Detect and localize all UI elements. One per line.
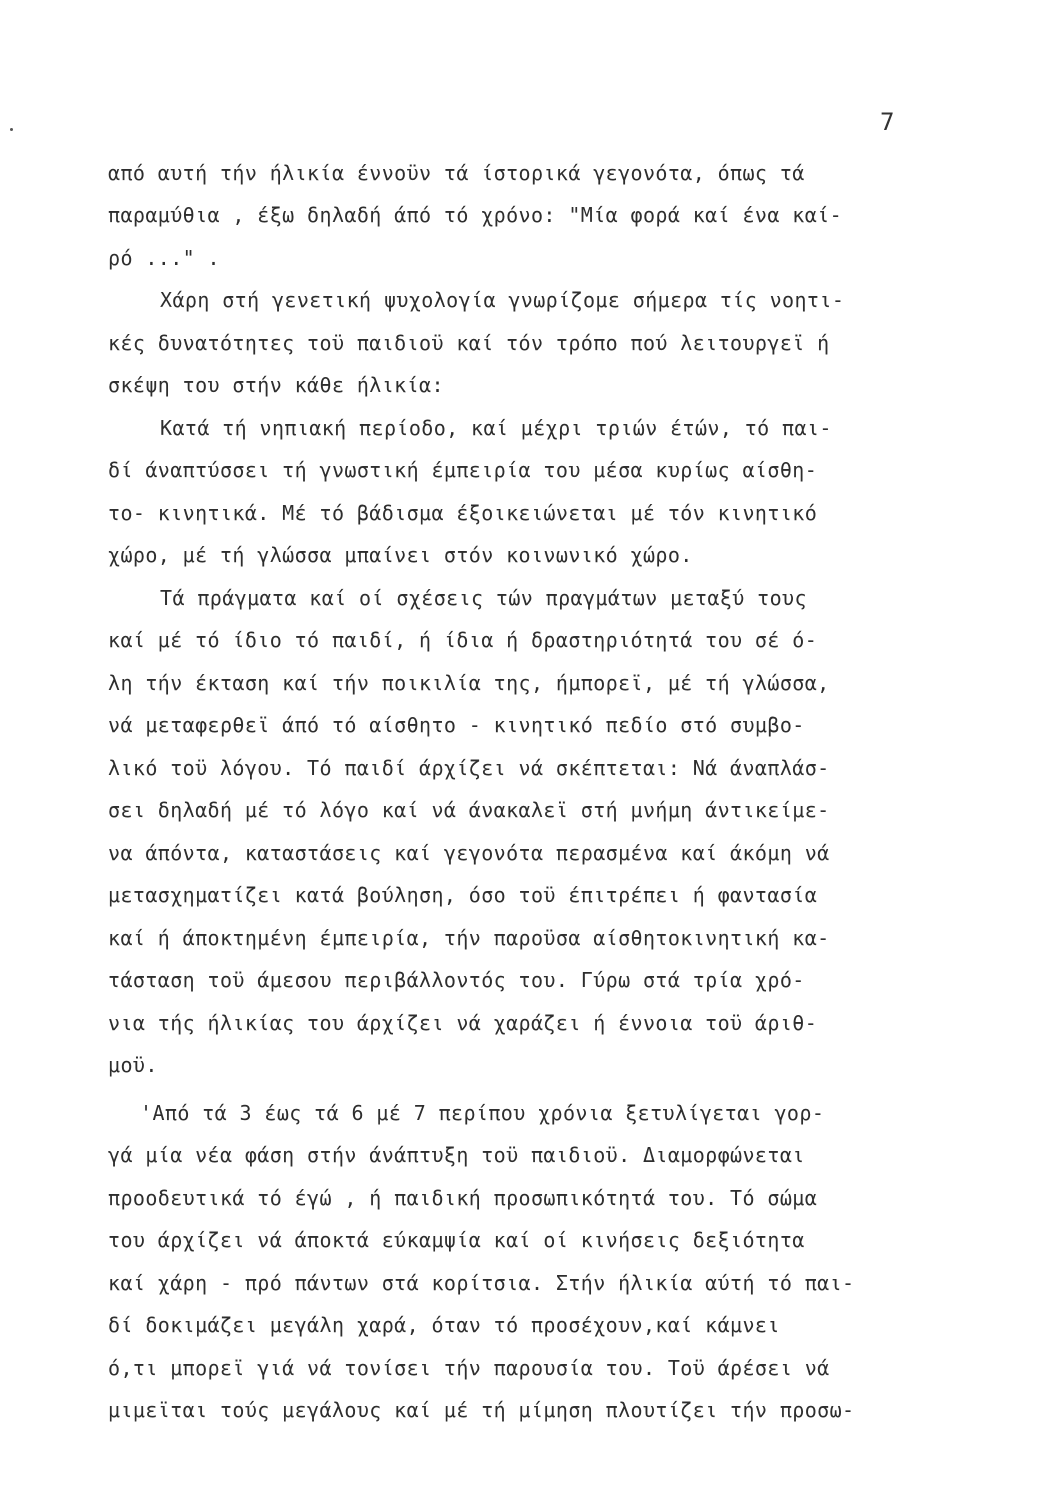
text-line: να άπόντα, καταστάσεις καί γεγονότα περασμένα καί άκόμη νά (108, 841, 830, 865)
text-line: τάσταση τοϋ άμεσου περιβάλλοντός του. Γύρω στά τρία χρό- (108, 968, 805, 992)
text-line: νια τής ήλικίας του άρχίζει νά χαράζει ή έννοια τοϋ άριθ- (108, 1011, 818, 1035)
text-line: παραμύθια , έξω δηλαδή άπό τό χρόνο: "Μία φορά καί ένα καί- (108, 203, 843, 227)
text-line: γά μία νέα φάση στήν άνάπτυξη τοϋ παιδιοϋ. Διαμορφώνεται (108, 1143, 805, 1167)
text-line: Χάρη στή γενετική ψυχολογία γνωρίζομε σήμερα τίς νοητι- (160, 288, 845, 312)
text-line: δί δοκιμάζει μεγάλη χαρά, όταν τό προσέχουν,καί κάμνει (108, 1313, 780, 1337)
text-line: το- κινητικά. Μέ τό βάδισμα έξοικειώνεται μέ τόν κινητικό (108, 501, 818, 525)
text-line: μοϋ. (108, 1053, 158, 1077)
text-line: του άρχίζει νά άποκτά εύκαμψία καί οί κινήσεις δεξιότητα (108, 1228, 805, 1252)
text-line: μετασχηματίζει κατά βούληση, όσο τοϋ έπιτρέπει ή φαντασία (108, 883, 818, 907)
text-line: λικό τοϋ λόγου. Τό παιδί άρχίζει νά σκέπτεται: Νά άναπλάσ- (108, 756, 830, 780)
text-line: 'Από τά 3 έως τά 6 μέ 7 περίπου χρόνια ξετυλίγεται γορ- (140, 1101, 825, 1125)
text-line: χώρο, μέ τή γλώσσα μπαίνει στόν κοινωνικό χώρο. (108, 543, 693, 567)
text-line: καί χάρη - πρό πάντων στά κορίτσια. Στήν ήλικία αύτή τό παι- (108, 1271, 855, 1295)
text-line: κές δυνατότητες τοϋ παιδιοϋ καί τόν τρόπο πού λειτουργεϊ ή (108, 331, 830, 355)
text-line: μιμεϊται τούς μεγάλους καί μέ τή μίμηση πλουτίζει τήν προσω- (108, 1398, 855, 1422)
margin-mark (10, 128, 13, 131)
text-line: Κατά τή νηπιακή περίοδο, καί μέχρι τριών έτών, τό παι- (160, 416, 832, 440)
page-number: 7 (880, 108, 895, 136)
text-line: λη τήν έκταση καί τήν ποικιλία της, ήμπορεϊ, μέ τή γλώσσα, (108, 671, 830, 695)
text-line: σει δηλαδή μέ τό λόγο καί νά άνακαλεϊ στή μνήμη άντικείμε- (108, 798, 830, 822)
text-line: σκέψη του στήν κάθε ήλικία: (108, 373, 444, 397)
text-line: Τά πράγματα καί οί σχέσεις τών πραγμάτων μεταξύ τους (160, 586, 807, 610)
text-line: ό,τι μπορεϊ γιά νά τονίσει τήν παρουσία του. Τοϋ άρέσει νά (108, 1356, 830, 1380)
text-line: από αυτή τήν ήλικία έννοϋν τά ίστορικά γεγονότα, όπως τά (108, 161, 805, 185)
text-line: καί μέ τό ίδιο τό παιδί, ή ίδια ή δραστηριότητά του σέ ό- (108, 628, 818, 652)
text-line: νά μεταφερθεϊ άπό τό αίσθητο - κινητικό πεδίο στό συμβο- (108, 713, 805, 737)
text-line: ρό ..." . (108, 246, 220, 270)
text-line: προοδευτικά τό έγώ , ή παιδική προσωπικότητά του. Τό σώμα (108, 1186, 818, 1210)
text-line: δί άναπτύσσει τή γνωστική έμπειρία του μέσα κυρίως αίσθη- (108, 458, 818, 482)
text-line: καί ή άποκτημένη έμπειρία, τήν παροϋσα αίσθητοκινητική κα- (108, 926, 830, 950)
